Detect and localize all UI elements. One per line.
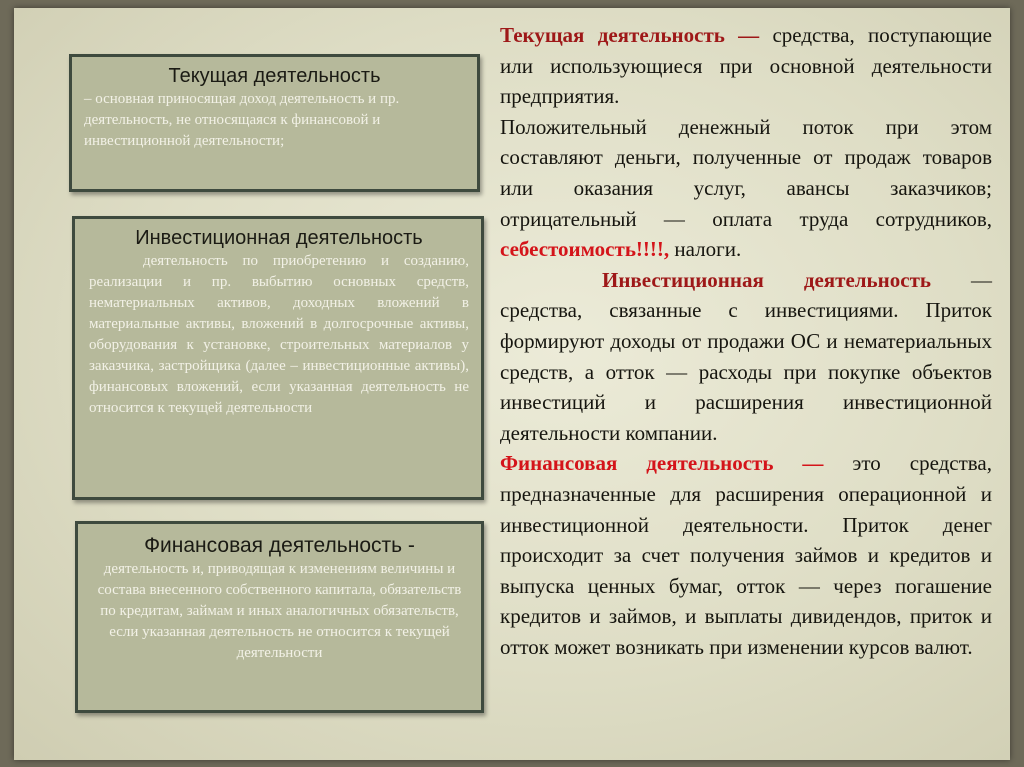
text-current: средства, поступающие или использующиеся при основной деятельности предприятия. (500, 23, 992, 109)
cost-highlight: себестоимость!!!!, (500, 237, 670, 262)
current-activity-card (69, 54, 480, 192)
paragraph-investment (500, 265, 992, 449)
text-cashflow-before: Положительный денежный поток при этом составляют деньги, полученные от продаж товаров или оказания услуг, авансы заказчиков; отрицательный — оплата труда сотрудников, (500, 114, 992, 231)
current-activity-text: – основная приносящая доход деятельность и пр. деятельность, не относящаяся к финансовой и инвестиционной деятельности; (84, 91, 400, 149)
paragraph-financial (500, 448, 992, 662)
investment-activity-card (72, 216, 484, 500)
financial-activity-text: деятельность и, приводящая к изменениям величины и состава внесенного собственного капитала, обязательств по кредитам, займам и иных аналогичных обязательств, если указанная деятельность не относится к текущей деятельности (97, 561, 462, 661)
financial-activity-card (75, 521, 484, 713)
paragraph-current (500, 20, 992, 112)
investment-activity-title: Инвестиционная деятельность (135, 227, 423, 249)
term-current: Текущая деятельность — (500, 23, 760, 47)
text-financial: это средства, предназначенные для расширения операционной и инвестиционной деятельности. Приток денег происходит за счет получения займов и кредитов и выпуска ценных бумаг, отток — через погашение кредитов и займов, и выплаты дивидендов, приток и отток может возникать при изменении курсов валют. (500, 451, 992, 659)
paragraph-cashflow (500, 112, 992, 265)
term-financial: Финансовая деятельность — (500, 451, 824, 476)
investment-activity-text: деятельность по приобретению и созданию, реализации и пр. выбытию основных средств, нематериальных активов, доходных вложений в материальные активы, вложений в долгосрочные активы, оборудования к установке, строительных материалов у заказчика, застройщика (далее – инвестиционные активы), финансовых вложений, если указанная деятельность не относится к текущей деятельности (89, 253, 469, 416)
current-activity-title: Текущая деятельность (168, 65, 381, 87)
right-text-column (500, 20, 992, 662)
text-investment: — средства, связанные с инвестициями. Приток формируют доходы от продажи ОС и нематериальных средств, а отток — расходы при покупке объектов инвестиций и расширения инвестиционной деятельности компании. (500, 267, 992, 445)
financial-activity-title: Финансовая деятельность - (144, 534, 415, 557)
text-cashflow-after: налоги. (669, 237, 742, 262)
term-investment: Инвестиционная деятельность (602, 267, 932, 292)
